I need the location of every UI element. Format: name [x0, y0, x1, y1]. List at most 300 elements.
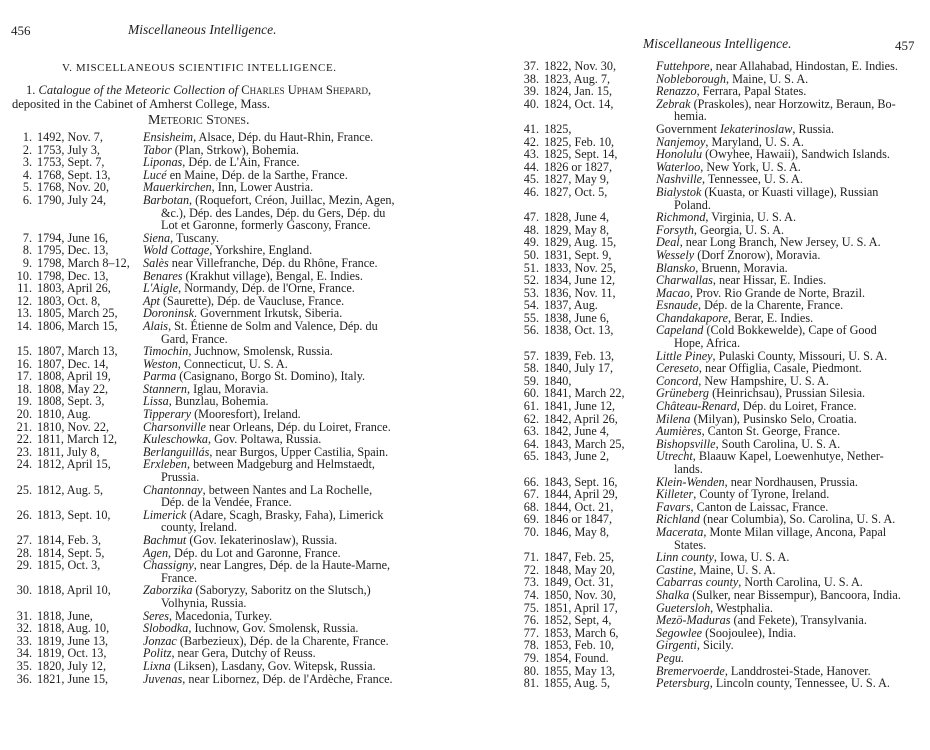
entry-date: 1843, June 2,: [544, 449, 609, 464]
entry-rest: , between Nantes and La Rochelle,: [202, 482, 373, 497]
entry-rest: , Berar, E. Indies.: [728, 310, 814, 325]
entry-date: 1811, March 12,: [37, 432, 118, 447]
entry-locality: [656, 677, 915, 690]
entry-name: Petersburg: [656, 676, 710, 691]
entry-locality: [143, 559, 400, 584]
entry-rest: , near Offiglia, Casale, Piedmont.: [698, 361, 862, 376]
entry-name: Stannern: [143, 381, 188, 396]
entry-name: Esnaude: [656, 298, 698, 313]
entry-date: 1848, May 20,: [544, 562, 616, 577]
entry-date: 1492, Nov. 7,: [37, 130, 103, 144]
entry-continuation: Hope, Africa.: [674, 336, 740, 351]
entry-date: 1821, June 15,: [37, 671, 109, 686]
entry-rest: (Heinrichsau), Prussian Silesia.: [709, 386, 866, 401]
entry-date: 1829, Aug. 15,: [544, 235, 617, 250]
entry-rest: , Alsace, Dép. du Haut-Rhin, France.: [193, 130, 374, 144]
list-item: [8, 559, 400, 584]
entry-date: 1846 or 1847,: [544, 512, 613, 527]
entry-rest: , near Gera, Dutchy of Reuss.: [171, 646, 316, 661]
entry-rest: (Soojoulee), India.: [702, 625, 797, 640]
entry-date: 1818, June,: [37, 608, 93, 623]
entry-locality: [143, 509, 400, 534]
entry-rest: (Saboryzy, Saboritz on the Slutsch,): [192, 583, 371, 598]
entry-number: 27.: [16, 533, 32, 547]
entry-rest: en Maine, Dép. de la Sarthe, France.: [166, 167, 348, 182]
entry-number: 36.: [16, 671, 32, 686]
entry-continuation: France.: [161, 570, 198, 585]
entry-number: 58.: [523, 361, 539, 376]
entry-name: Nashville: [656, 172, 703, 187]
entry-date: 1840,: [544, 373, 572, 388]
entry-date: 1836, Nov. 11,: [544, 285, 616, 300]
entry-date: 1820, July 12,: [37, 658, 107, 673]
entry-date: 1833, Nov. 25,: [544, 260, 616, 275]
entry-date: 1808, April 19,: [37, 369, 111, 384]
entry-name: Jonzac: [143, 633, 177, 648]
entry-date: 1842, April 26,: [544, 411, 618, 426]
entry-number: 49.: [523, 235, 539, 250]
entry-name: Nobleborough: [656, 71, 726, 86]
entry-number: 52.: [523, 273, 539, 288]
entry-name: Bishopsville: [656, 436, 716, 451]
entry-date: 1822, Nov. 30,: [544, 59, 616, 73]
entry-number: 40.: [523, 96, 539, 111]
entry-rest: , Dép. du Lot and Garonne, France.: [168, 545, 341, 560]
entry-continuation: Gard, France.: [161, 331, 228, 346]
entry-name: Barbotan: [143, 192, 190, 207]
entry-rest: (Liksen), Lasdany, Gov. Witepsk, Russia.: [170, 658, 376, 673]
entry-name: Berlanguillás: [143, 444, 210, 459]
entry-rest: (Cold Bokkewelde), Cape of Good: [703, 323, 877, 338]
entry-name: Mezö-Maduras: [656, 613, 731, 628]
entry-number: 45.: [523, 172, 539, 187]
entry-number: 67.: [523, 487, 539, 502]
entry-date: 1823, Aug. 7,: [544, 71, 611, 86]
entry-number: 55.: [523, 310, 539, 325]
entry-name: Zebrak: [656, 96, 691, 111]
entry-rest: , County of Tyrone, Ireland.: [693, 487, 830, 502]
entry-locality: [143, 673, 400, 686]
entry-continuation: lands.: [674, 462, 703, 476]
entry-number: 50.: [523, 247, 539, 262]
list-item: [515, 677, 915, 690]
entry-number: 28.: [16, 545, 32, 560]
entry-number: 64.: [523, 436, 539, 451]
entry-rest: , near Hissar, E. Indies.: [712, 273, 827, 288]
list-item: [515, 450, 915, 475]
entry-number: 75.: [523, 600, 539, 615]
entry-name: Slobodka: [143, 621, 189, 636]
entry-date: 1853, March 6,: [544, 625, 619, 640]
entry-name: Capeland: [656, 323, 704, 338]
entry-rest: (Krakhut village), Bengal, E. Indies.: [182, 268, 363, 283]
entry-date: 1838, Oct. 13,: [544, 323, 614, 338]
entry-date: 1753, July 3,: [37, 142, 100, 157]
entry-name: Renazzo: [656, 84, 697, 99]
entry-name: Nanjemoy: [656, 134, 706, 149]
entry-name: Blansko: [656, 260, 696, 275]
entry-number: 44.: [523, 159, 539, 174]
entry-list: [8, 131, 400, 685]
entry-date: 1846, May 8,: [544, 524, 609, 539]
entry-number: 9.: [22, 255, 32, 270]
entry-continuation: Prussia.: [161, 470, 200, 485]
entry-rest: , Inn, Lower Austria.: [211, 180, 314, 195]
entry-date: 1807, Dec. 14,: [37, 356, 109, 371]
entry-number: 69.: [523, 512, 539, 527]
entry-name: Lucé: [143, 167, 167, 182]
entry-name: Benares: [143, 268, 183, 283]
entry-rest: , Dép. de la Charente, France.: [697, 298, 844, 313]
entry-continuation: Poland.: [674, 197, 711, 212]
entry-rest: (Adare, Scagh, Brasky, Faha), Limerick: [186, 507, 384, 522]
entry-rest: (and Fekete), Transylvania.: [730, 613, 867, 628]
entry-rest: , Bruenn, Moravia.: [695, 260, 788, 275]
entry-rest: , between Madgeburg and Helmstaedt,: [187, 457, 375, 472]
entry-number: 56.: [523, 323, 539, 338]
running-head: Miscellaneous Intelligence.: [128, 22, 277, 37]
entry-date: 1825, Sept. 14,: [544, 147, 618, 162]
entry-date: 1794, June 16,: [37, 230, 109, 245]
entry-name: Segowlee: [656, 625, 703, 640]
entry-number: 51.: [523, 260, 539, 275]
entry-date: 1826 or 1827,: [544, 159, 613, 174]
entry-number: 1.: [22, 130, 32, 144]
entry-date: 1753, Sept. 7,: [37, 155, 105, 170]
entry-rest: (near Columbia), So. Carolina, U. S. A.: [700, 512, 896, 527]
entry-name: Concord: [656, 373, 699, 388]
entry-locality: [143, 584, 400, 609]
entry-name: Macao: [656, 285, 690, 300]
entry-rest: (Gov. Iekaterinoslaw), Russia.: [186, 533, 338, 547]
entry-continuation: &c.), Dép. des Landes, Dép. du Gers, Dép. du Lot et Garonne, formerly Gascony, France.: [161, 205, 386, 233]
entry-date: 1829, May 8,: [544, 222, 609, 237]
entry-number: 76.: [523, 613, 539, 628]
entry-name: Bachmut: [143, 533, 187, 547]
entry-rest: , Pulaski County, Missouri, U. S. A.: [712, 348, 888, 363]
entry-number: 65.: [523, 449, 539, 464]
entry-rest: (Sulker, near Bissempur), Bancoora, India.: [689, 587, 901, 602]
entry-date: 1803, Oct. 8,: [37, 293, 101, 308]
entry-date: 1810, Aug.: [37, 407, 91, 422]
entry-number: 42.: [523, 134, 539, 149]
entry-name: Forsyth: [656, 222, 694, 237]
entry-date: 1850, Nov. 30,: [544, 587, 616, 602]
entry-number: 47.: [523, 210, 539, 225]
entry-rest: near Villefranche, Dép. du Rhône, France.: [168, 255, 378, 270]
entry-number: 54.: [523, 298, 539, 313]
entry-date: 1812, Aug. 5,: [37, 482, 104, 497]
entry-rest: , near Libornez, Dép. de l'Ardèche, France.: [182, 671, 393, 686]
entry-date: 1852, Sept, 4,: [544, 613, 612, 628]
entry-name: Chantonnay: [143, 482, 203, 497]
entry-number: 2.: [22, 142, 32, 157]
entry-date: 1813, Sept. 10,: [37, 507, 111, 522]
entry-date: 1807, March 13,: [37, 344, 118, 359]
entry-date: 1824, Oct. 14,: [544, 96, 614, 111]
entry-name: L'Aigle: [143, 281, 179, 296]
entry-number: 38.: [523, 71, 539, 86]
entry-name: Timochin: [143, 344, 189, 359]
entry-number: 18.: [16, 381, 32, 396]
entry-name: Favars: [656, 499, 691, 514]
entry-number: 71.: [523, 550, 539, 565]
entry-number: 43.: [523, 147, 539, 162]
entry-name: Doroninsk: [143, 306, 195, 321]
list-item: [8, 194, 400, 232]
entry-name: Deal: [656, 235, 680, 250]
entry-name: Milena: [656, 411, 691, 426]
entry-locality: [143, 194, 400, 232]
entry-number: 12.: [16, 293, 32, 308]
entry-rest: , Prov. Rio Grande de Norte, Brazil.: [689, 285, 866, 300]
list-item: [515, 324, 915, 349]
entry-number: 68.: [523, 499, 539, 514]
entry-date: 1841, March 22,: [544, 386, 625, 401]
intro-number: 1.: [26, 83, 36, 97]
entry-date: 1803, April 26,: [37, 281, 111, 296]
entry-number: 35.: [16, 658, 32, 673]
entry-list: [515, 60, 915, 690]
entry-locality: [656, 186, 915, 211]
entry-number: 60.: [523, 386, 539, 401]
entry-name: Parma: [143, 369, 177, 384]
list-item: [8, 673, 400, 686]
entry-date: 1808, May 22,: [37, 381, 109, 396]
entry-number: 57.: [523, 348, 539, 363]
entry-rest: , Lincoln county, Tennessee, U. S. A.: [709, 676, 890, 691]
entry-rest: , Maine, U. S. A.: [693, 562, 776, 577]
entry-number: 20.: [16, 407, 32, 422]
entry-date: 1842, June 4,: [544, 424, 609, 439]
entry-number: 80.: [523, 663, 539, 678]
entry-date: 1831, Sept. 9,: [544, 247, 612, 262]
entry-number: 53.: [523, 285, 539, 300]
entry-number: 33.: [16, 633, 32, 648]
entry-name: Chandakapore: [656, 310, 728, 325]
catalogue-intro: [12, 83, 404, 111]
entry-name: Weston: [143, 356, 178, 371]
entry-name: Pegu.: [656, 650, 685, 665]
entry-number: 48.: [523, 222, 539, 237]
entry-date: 1818, Aug. 10,: [37, 621, 110, 636]
entry-name: Alais: [143, 318, 169, 333]
entry-rest: (Barbezieux), Dép. de la Charente, France.: [176, 633, 389, 648]
entry-number: 3.: [22, 155, 32, 170]
entry-name: Politz: [143, 646, 172, 661]
entry-rest: (Casignano, Borgo St. Domino), Italy.: [176, 369, 366, 384]
entry-locality: [143, 320, 400, 345]
entry-rest: , Dép. du Loiret, France.: [736, 399, 857, 414]
entry-date: 1818, April 10,: [37, 583, 111, 598]
entry-date: 1839, Feb. 13,: [544, 348, 615, 363]
entry-rest: , Virginia, U. S. A.: [705, 210, 796, 225]
list-item: [8, 458, 400, 483]
entry-number: 7.: [22, 230, 32, 245]
entry-rest: , New York, U. S. A.: [700, 159, 801, 174]
entry-rest: , near Long Branch, New Jersey, U. S. A.: [679, 235, 881, 250]
entry-number: 31.: [16, 608, 32, 623]
entry-number: 77.: [523, 625, 539, 640]
entry-name: Juvenas: [143, 671, 183, 686]
entry-name: Cabarras county: [656, 575, 739, 590]
entry-number: 32.: [16, 621, 32, 636]
entry-number: 22.: [16, 432, 32, 447]
intro-rest: deposited in the Cabinet of Amherst College, Mass.: [12, 97, 270, 111]
entry-number: 14.: [16, 318, 32, 333]
entry-rest: , Monte Milan village, Ancona, Papal: [703, 524, 887, 539]
entry-rest: , Landdrostei-Stade, Hanover.: [724, 663, 871, 678]
entry-date: 1768, Sept. 13,: [37, 167, 111, 182]
entry-date: 1843, Sept. 16,: [544, 474, 618, 489]
entry-name: Shalka: [656, 587, 690, 602]
entry-rest: , Gov. Poltawa, Russia.: [208, 432, 322, 447]
entry-date: 1825, Feb. 10,: [544, 134, 615, 149]
entry-number: 29.: [16, 558, 32, 573]
entry-rest: (Saurette), Dép. de Vaucluse, France.: [159, 293, 345, 308]
entry-name: Honolulu: [656, 147, 703, 162]
entry-name: Aumières: [656, 424, 702, 439]
entry-date: 1795, Dec. 13,: [37, 243, 109, 258]
entry-name: Zaborzika: [143, 583, 193, 598]
entry-rest: , Sicily.: [696, 638, 734, 653]
page-number: 457: [895, 38, 915, 53]
entry-rest: , Georgia, U. S. A.: [693, 222, 785, 237]
entry-name: Bremervoerde: [656, 663, 725, 678]
entry-number: 21.: [16, 419, 32, 434]
entry-name: Liponas: [143, 155, 183, 170]
entry-rest: , Dép. de L'Ain, France.: [182, 155, 300, 170]
entry-name: Girgenti: [656, 638, 697, 653]
entry-date: 1819, June 13,: [37, 633, 109, 648]
entry-name: Little Piney: [656, 348, 713, 363]
entry-number: 62.: [523, 411, 539, 426]
entry-name: Linn county: [656, 550, 714, 565]
entry-rest: (Dorf Znorow), Moravia.: [694, 247, 821, 262]
entry-date: 1844, Oct. 21,: [544, 499, 614, 514]
entry-rest: , Iowa, U. S. A.: [713, 550, 790, 565]
entry-number: 4.: [22, 167, 32, 182]
entry-number: 26.: [16, 507, 32, 522]
section-heading: V. MISCELLANEOUS SCIENTIFIC INTELLIGENCE.: [62, 62, 337, 74]
entry-name: Limerick: [143, 507, 187, 522]
entry-number: 41.: [523, 121, 539, 136]
entry-date: 1843, March 25,: [544, 436, 625, 451]
entry-continuation: Dép. de la Vendée, France.: [161, 495, 292, 510]
entry-date: 1814, Sept. 5,: [37, 545, 105, 560]
entry-continuation: hemia.: [674, 109, 707, 124]
entry-name: Salès: [143, 255, 169, 270]
entry-rest: , North Carolina, U. S. A.: [738, 575, 863, 590]
entry-date: 1806, March 15,: [37, 318, 118, 333]
entry-name: Cereseto: [656, 361, 699, 376]
entry-date: 1805, March 25,: [37, 306, 118, 321]
entry-date: 1837, Aug.: [544, 298, 598, 313]
entry-locality: [656, 639, 915, 652]
entry-name: Apt: [143, 293, 160, 308]
entry-name: Erxleben: [143, 457, 187, 472]
entry-number: 15.: [16, 344, 32, 359]
entry-number: 73.: [523, 575, 539, 590]
entry-rest: near Orleans, Dép. du Loiret, France.: [205, 419, 391, 434]
entry-rest: , Tuscany.: [170, 230, 220, 245]
entry-name: Wold Cottage: [143, 243, 210, 258]
entry-rest: , Juchnow, Smolensk, Russia.: [188, 344, 333, 359]
entry-rest: , Tennessee, U. S. A.: [702, 172, 803, 187]
page-number: 456: [11, 23, 31, 38]
entry-name: Charsonville: [143, 419, 206, 434]
entry-date: 1855, Aug. 5,: [544, 676, 611, 691]
entry-number: 59.: [523, 373, 539, 388]
entry-number: 16.: [16, 356, 32, 371]
list-item: [8, 484, 400, 509]
entry-locality: [143, 484, 400, 509]
entry-locality: [143, 458, 400, 483]
entry-number: 61.: [523, 399, 539, 414]
entry-date: 1840, July 17,: [544, 361, 614, 376]
entry-name: Siena: [143, 230, 171, 245]
subheading: Meteoric Stones.: [148, 113, 250, 128]
entry-date: 1798, Dec. 13,: [37, 268, 109, 283]
entry-date: 1768, Nov. 20,: [37, 180, 109, 195]
entry-rest: , Westphalia.: [710, 600, 773, 615]
entry-name: Utrecht: [656, 449, 693, 464]
entry-continuation: States.: [674, 537, 707, 552]
entry-rest: (Praskoles), near Horzowitz, Beraun, Bo-: [690, 96, 896, 111]
entry-name: Richmond: [656, 210, 706, 225]
entry-rest: , near Nordhausen, Prussia.: [724, 474, 858, 489]
entry-number: 78.: [523, 638, 539, 653]
entry-rest: , Canton St. George, France.: [701, 424, 841, 439]
entry-name: Iekaterinoslaw: [719, 121, 793, 136]
entry-number: 81.: [523, 676, 539, 691]
entry-rest: (Milyan), Pusinsko Selo, Croatia.: [690, 411, 857, 426]
entry-date: 1825,: [544, 121, 572, 136]
entry-date: 1838, June 6,: [544, 310, 609, 325]
entry-number: 24.: [16, 457, 32, 472]
entry-rest: , Iglau, Moravia.: [187, 381, 269, 396]
entry-rest: , Canton de Laissac, France.: [690, 499, 829, 514]
entry-date: 1815, Oct. 3,: [37, 558, 101, 573]
list-item: [515, 186, 915, 211]
entry-name: Lixna: [143, 658, 171, 673]
list-item: [515, 526, 915, 551]
entry-name: Wessely: [656, 247, 695, 262]
entry-rest: , Yorkshire, England.: [209, 243, 313, 258]
entry-rest: , St. Étienne de Solm and Valence, Dép. du: [168, 318, 378, 333]
entry-number: 10.: [16, 268, 32, 283]
entry-rest: , Russia.: [792, 121, 835, 136]
entry-date: 1851, April 17,: [544, 600, 618, 615]
entry-date: 1827, May 9,: [544, 172, 609, 187]
entry-date: 1824, Jan. 15,: [544, 84, 613, 99]
entry-number: 5.: [22, 180, 32, 195]
list-item: [8, 584, 400, 609]
entry-continuation: county, Ireland.: [161, 520, 238, 535]
entry-number: 30.: [16, 583, 32, 598]
entry-rest: (Kuasta, or Kuasti village), Russian: [701, 184, 879, 199]
entry-rest: , Normandy, Dép. de l'Orne, France.: [178, 281, 355, 296]
entry-name: Bialystok: [656, 184, 702, 199]
entry-name: Château-Renard: [656, 399, 737, 414]
entry-date: 1828, June 4,: [544, 210, 609, 225]
entry-date: 1790, July 24,: [37, 192, 107, 207]
entry-name: Futtehpore: [656, 59, 710, 73]
entry-locality: [656, 324, 915, 349]
entry-rest: , New Hampshire, U. S. A.: [698, 373, 829, 388]
entry-rest: , South Carolina, U. S. A.: [715, 436, 841, 451]
entry-date: 1834, June 12,: [544, 273, 616, 288]
